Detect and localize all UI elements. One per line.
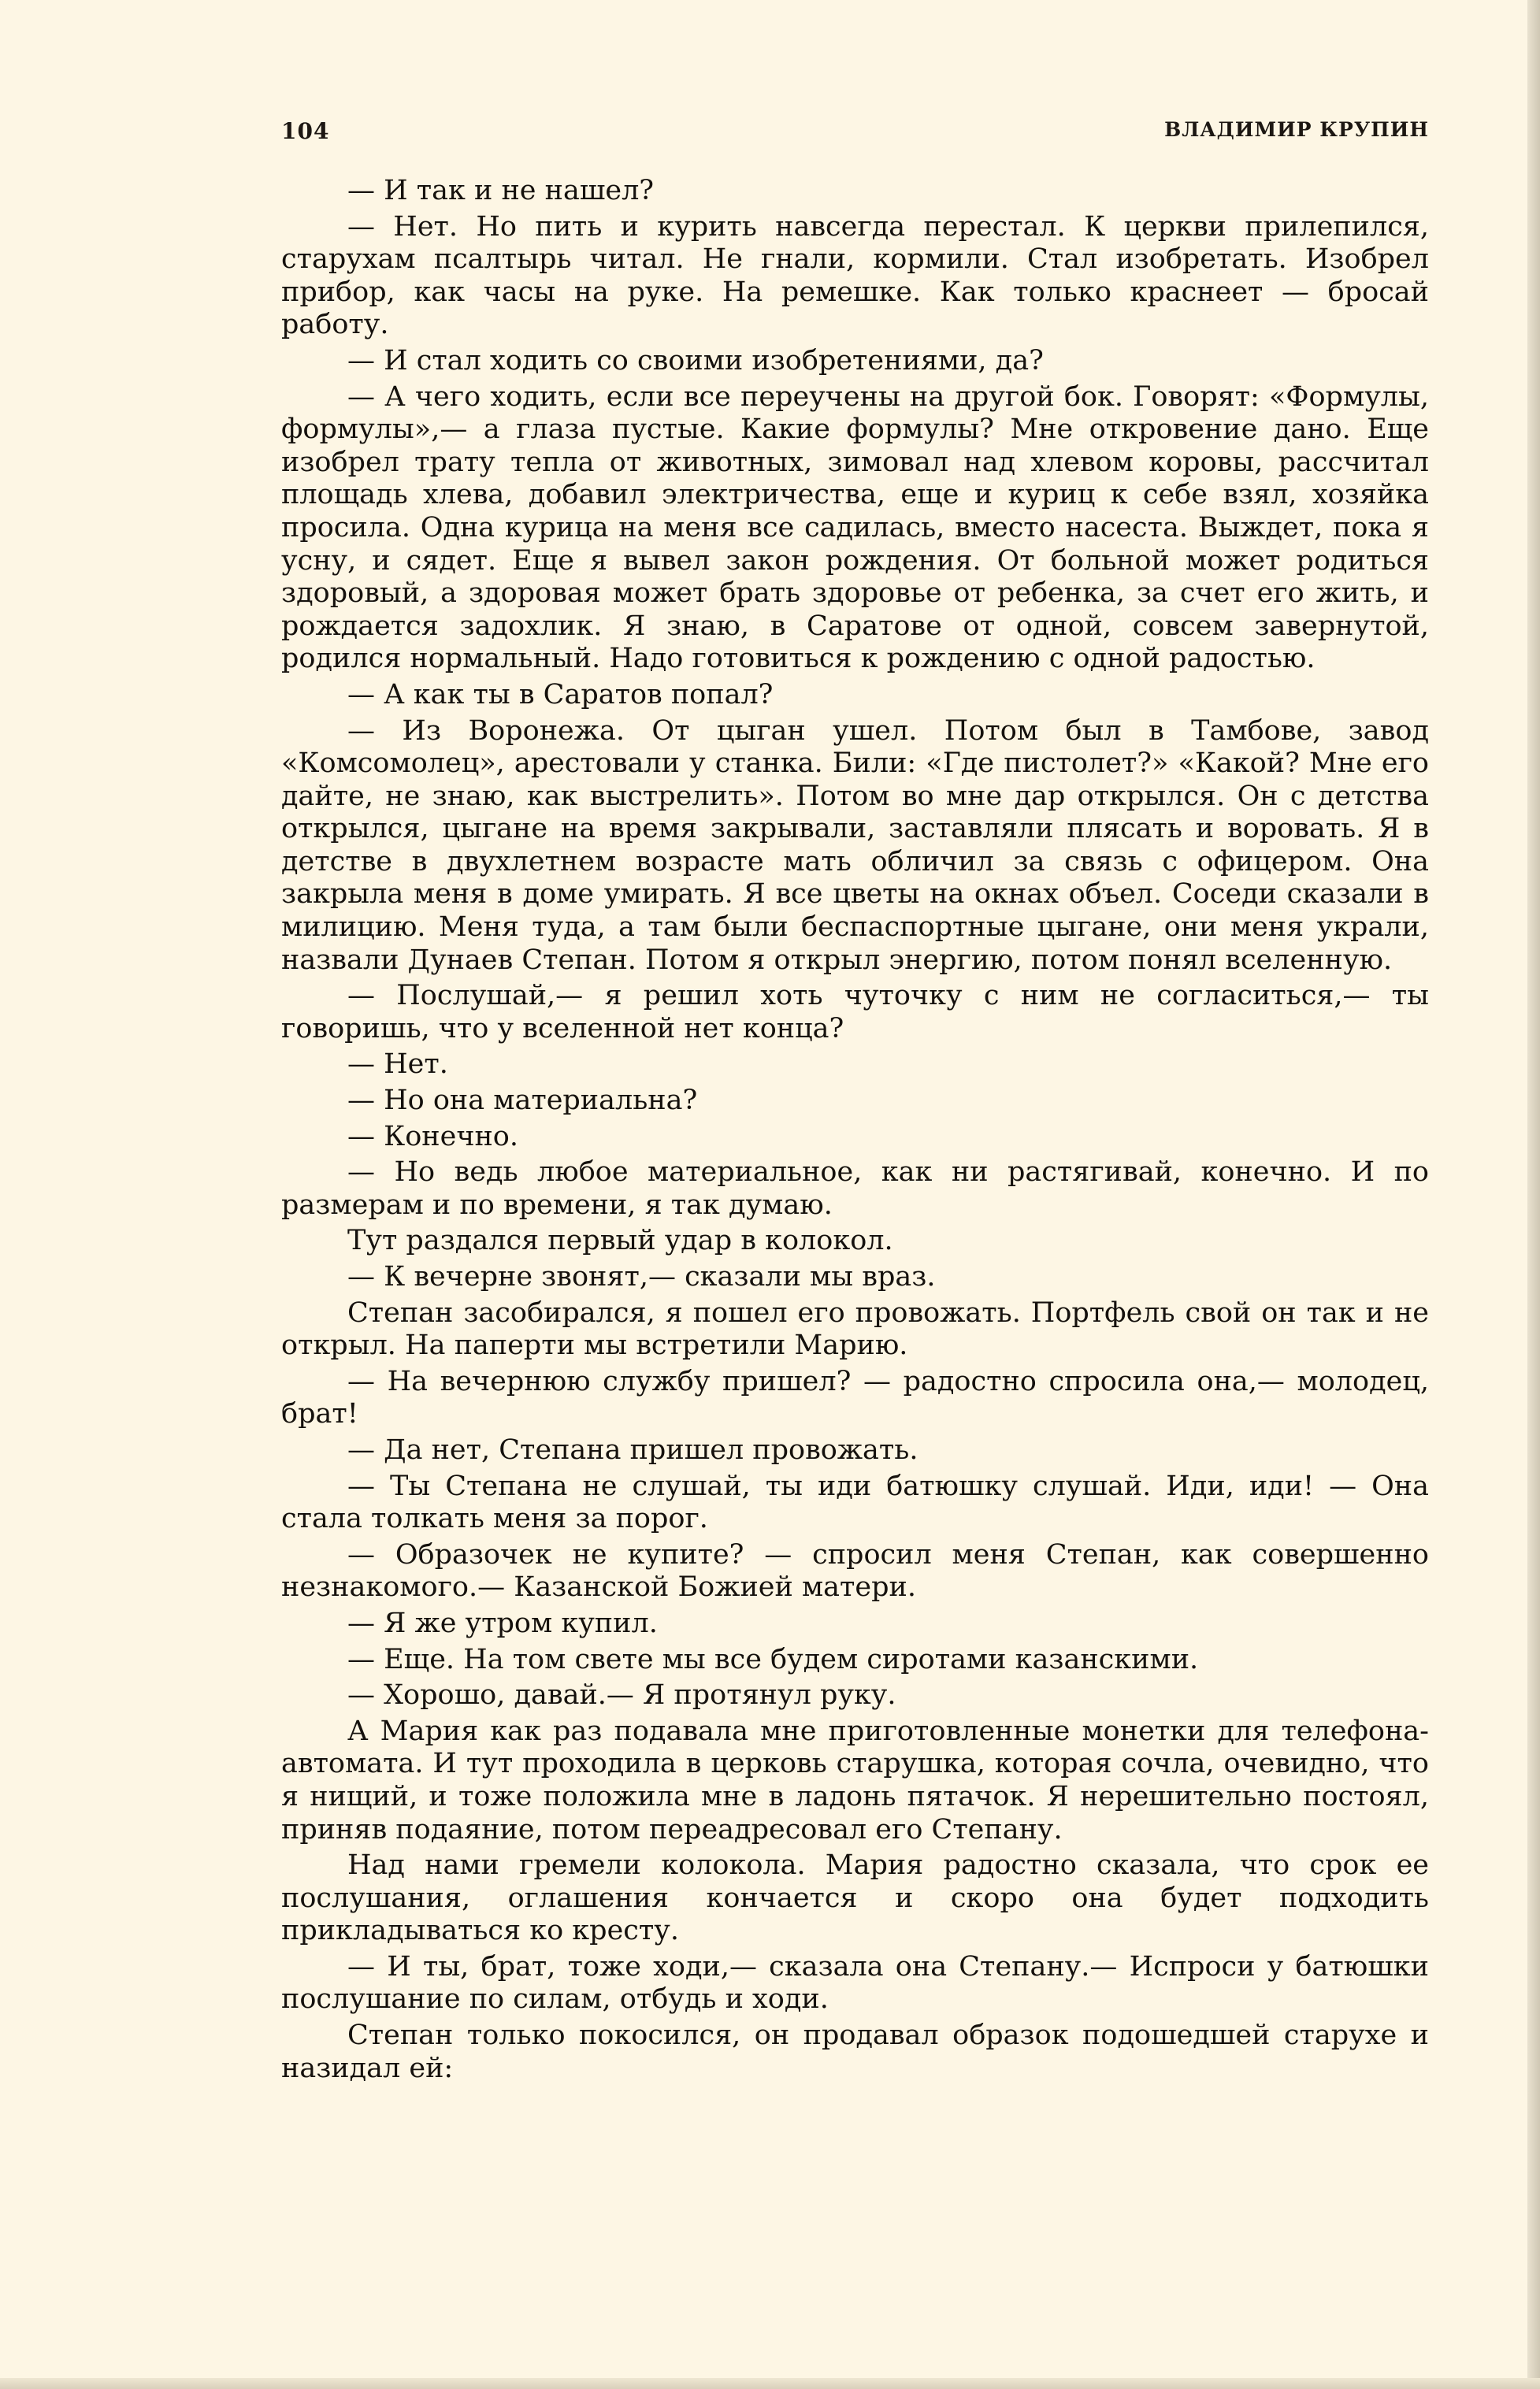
running-head-author: ВЛАДИМИР КРУПИН bbox=[1164, 118, 1429, 141]
paragraph: — Хорошо, давай.— Я протянул руку. bbox=[347, 1679, 896, 1712]
paragraph: — Нет. bbox=[347, 1048, 448, 1081]
paragraph: — Конечно. bbox=[347, 1120, 518, 1152]
page-header bbox=[281, 118, 1429, 150]
paragraph: — Еще. На том свете мы все будем сиротами казанскими. bbox=[347, 1643, 1199, 1675]
paragraph: Над нами гремели колокола. Мария радостно сказала, что срок ее послушания, оглашения кончается и скоро она будет подходить прикладываться ко кресту. bbox=[281, 1849, 1429, 1947]
paragraph: — Да нет, Степана пришел провожать. bbox=[347, 1434, 918, 1466]
paragraph: Степан только покосился, он продавал образок подошедшей старухе и назидал ей: bbox=[281, 2020, 1429, 2084]
paragraph: Степан засобирался, я пошел его провожать. Портфель свой он так и не открыл. На паперти мы встретили Марию. bbox=[281, 1297, 1429, 1362]
main-text bbox=[281, 175, 1429, 2088]
paragraph: — На вечернюю службу пришел? — радостно спросила она,— молодец, брат! bbox=[281, 1365, 1429, 1430]
paragraph: — Я же утром купил. bbox=[347, 1607, 658, 1639]
paragraph: — Нет. Но пить и курить навсегда перестал. К церкви прилепился, старухам псалтырь читал. Не гнали, кормили. Стал изобретать. Изобрел прибор, как часы на руке. На ремешке. Как только краснеет — бросай работу. bbox=[281, 210, 1429, 341]
paragraph: — И так и не нашел? bbox=[347, 175, 655, 206]
paragraph: — Но ведь любое материальное, как ни растягивай, конечно. И по размерам и по времени, я так думаю. bbox=[281, 1156, 1429, 1221]
paragraph: — И стал ходить со своими изобретениями, да? bbox=[347, 344, 1044, 377]
paragraph: — И ты, брат, тоже ходи,— сказала она Степану.— Испроси у батюшки послушание по силам, отбудь и ходи. bbox=[281, 1950, 1429, 2016]
paragraph: — А чего ходить, если все переучены на другой бок. Говорят: «Формулы, формулы»,— а глаза пустые. Какие формулы? Мне откровение дано. Еще изобрел трату тепла от животных, зимовал над хлевом коровы, рассчитал площадь хлева, добавил электричества, еще и куриц к себе взял, хозяйка просила. Одна курица на меня все садилась, вместо насеста. Выждет, пока я усну, и сядет. Еще я вывел закон рождения. От больной может родиться здоровый, а здоровая может брать здоровье от ребенка, за счет его жить, и рождается задохлик. Я знаю, в Саратове от одной, совсем завернутой, родился нормальный. Надо готовиться к рождению с одной радостью. bbox=[281, 380, 1429, 675]
paragraph: — К вечерне звонят,— сказали мы враз. bbox=[347, 1261, 936, 1293]
paragraph: — Ты Степана не слушай, ты иди батюшку слушай. Иди, иди! — Она стала толкать меня за порог. bbox=[281, 1470, 1429, 1535]
paragraph: — А как ты в Саратов попал? bbox=[347, 678, 774, 710]
page-bottom-edge bbox=[0, 2378, 1540, 2389]
paragraph: — Образочек не купите? — спросил меня Степан, как совершенно незнакомого.— Казанской Божией матери. bbox=[281, 1538, 1429, 1604]
paragraph: — Но она материальна? bbox=[347, 1085, 698, 1117]
paragraph: А Мария как раз подавала мне приготовленные монетки для телефона-автомата. И тут проходила в церковь старушка, которая сочла, очевидно, что я нищий, и тоже положила мне в ладонь пятачок. Я нерешительно постоял, приняв подаяние, потом переадресовал его Степану. bbox=[281, 1715, 1429, 1846]
page-number: 104 bbox=[281, 118, 330, 144]
paragraph: Тут раздался первый удар в колокол. bbox=[347, 1225, 893, 1257]
page-edge-shadow bbox=[1527, 0, 1540, 2389]
paragraph: — Из Воронежа. От цыган ушел. Потом был в Тамбове, завод «Комсомолец», арестовали у станка. Били: «Где пистолет?» «Какой? Мне его дайте, не знаю, как выстрелить». Потом во мне дар открылся. Он с детства открылся, цыгане на время закрывали, заставляли плясать и воровать. Я в детстве в двухлетнем возрасте мать обличил за связь с офицером. Она закрыла меня в доме умирать. Я все цветы на окнах объел. Соседи сказали в милицию. Меня туда, а там были беспаспортные цыгане, они меня украли, назвали Дунаев Степан. Потом я открыл энергию, потом понял вселенную. bbox=[281, 714, 1429, 976]
paragraph: — Послушай,— я решил хоть чуточку с ним не согласиться,— ты говоришь, что у вселенной нет конца? bbox=[281, 980, 1429, 1044]
